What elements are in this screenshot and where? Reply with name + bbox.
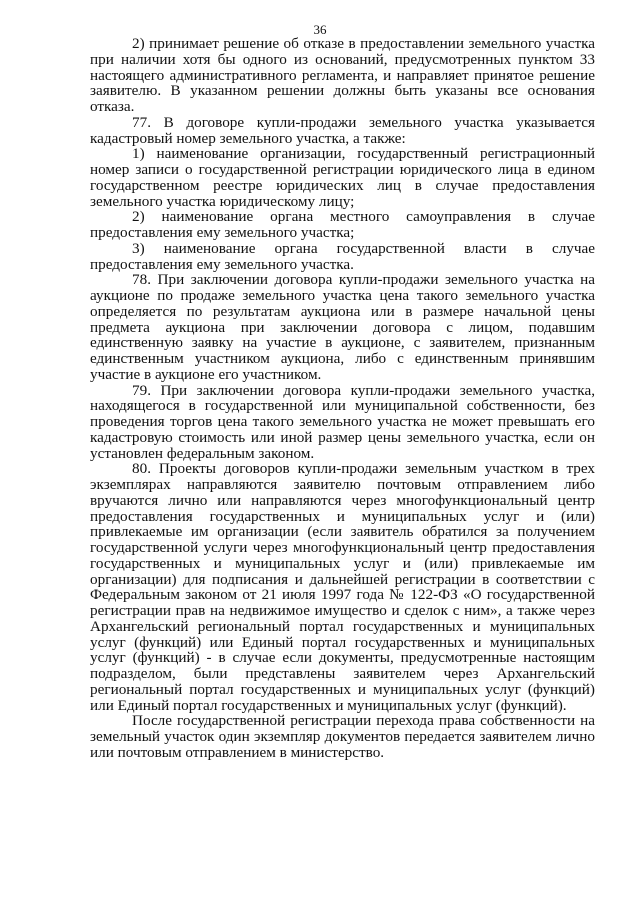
paragraph-76-item-2: 2) принимает решение об отказе в предоставлении земельного участка при наличии хотя бы одного из оснований, предусмотренных пунктом 33 настоящего административного регламента, и направляет принятое решение заявителю. В указанном решении должны быть указаны все основания отказа. [90,35,595,115]
paragraph-77: 77. В договоре купли-продажи земельного участка указывается кадастровый номер земельного участка, а также: [90,113,595,147]
paragraph-80-continuation: После государственной регистрации перехода права собственности на земельный участок один экземпляр документов передается заявителем лично или почтовым отправлением в министерство. [90,712,595,761]
paragraph-77-item-2: 2) наименование органа местного самоуправления в случае предоставления ему земельного участка; [90,208,595,241]
document-body [90,36,595,761]
paragraph-78: 78. При заключении договора купли-продажи земельного участка на аукционе по продаже земельного участка цена такого земельного участка определяется по результатам аукциона или в размере начальной цены предмета аукциона при заключении договора с лицом, подавшим единственную заявку на участие в аукционе, с заявителем, признанным единственным участником аукциона, либо с единственным принявшим участие в аукционе его участником. [90,271,595,383]
page-number: 36 [313,22,327,37]
paragraph-80: 80. Проекты договоров купли-продажи земельным участком в трех экземплярах направляются заявителю почтовым отправлением либо вручаются лично или направляются через многофункциональный центр предоставления государственных и муниципальных услуг и (или) привлекаемые им организации (если заявитель обратился за получением государственной услуги через многофункциональный центр предоставления государственных и муниципальных услуг и (или) привлекаемые им организации) для подписания и дальнейшей регистрации в соответствии с Федеральным законом от 21 июля 1997 года № 122-ФЗ «О государственной регистрации прав на недвижимое имущество и сделок с ним», а также через Архангельский региональный портал государственных и муниципальных услуг (функций) или Единый портал государственных и муниципальных услуг (функций) - в случае если документы, предусмотренные настоящим подразделом, были представлены заявителем через Архангельский региональный портал государственных и муниципальных услуг (функций) или Единый портал государственных и муниципальных услуг (функций). [90,460,595,714]
paragraph-77-item-3: 3) наименование органа государственной власти в случае предоставления ему земельного участка. [90,239,595,273]
paragraph-79: 79. При заключении договора купли-продажи земельного участка, находящегося в государственной или муниципальной собственности, без проведения торгов цена такого земельного участка не может превышать его кадастровую стоимость или иной размер цены земельного участка, если он установлен федеральным законом. [90,381,595,462]
paragraph-77-item-1: 1) наименование организации, государственный регистрационный номер записи о государственной регистрации юридического лица в едином государственном реестре юридических лиц в случае предоставления земельного участка юридическому лицу; [90,145,595,210]
